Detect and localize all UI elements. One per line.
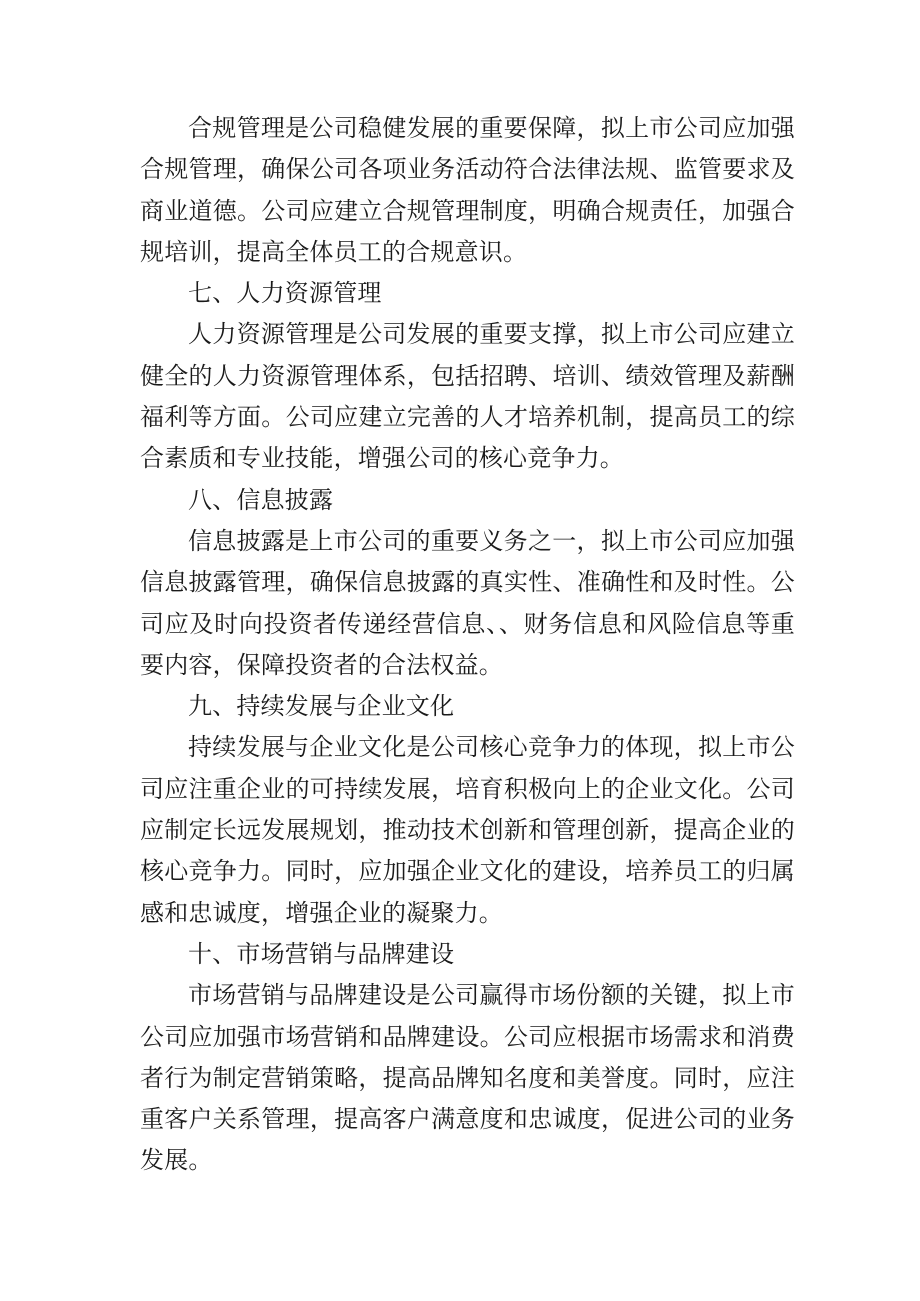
section-heading-disclosure: 八、信息披露 (188, 485, 334, 514)
section-body-hr: 人力资源管理是公司发展的重要支撑，拟上市公司应建立健全的人力资源管理体系，包括招聘、培训、绩效管理及薪酬福利等方面。公司应建立完善的人才培养机制，提高员工的综合素质和专业技能，增强公司的核心竞争力。 (140, 320, 795, 473)
section-body-sustainability: 持续发展与企业文化是公司核心竞争力的体现，拟上市公司应注重企业的可持续发展，培育积极向上的企业文化。公司应制定长远发展规划，推动技术创新和管理创新，提高企业的核心竞争力。同时，应加强企业文化的建设，培养员工的归属感和忠诚度，增强企业的凝聚力。 (140, 733, 795, 927)
document-body (140, 108, 795, 1182)
section-heading-hr: 七、人力资源管理 (188, 279, 382, 308)
paragraph-compliance: 合规管理是公司稳健发展的重要保障，拟上市公司应加强合规管理，确保公司各项业务活动符合法律法规、监管要求及商业道德。公司应建立合规管理制度，明确合规责任，加强合规培训，提高全体员工的合规意识。 (140, 114, 795, 266)
section-body-disclosure: 信息披露是上市公司的重要义务之一，拟上市公司应加强信息披露管理，确保信息披露的真实性、准确性和及时性。公司应及时向投资者传递经营信息、、财务信息和风险信息等重要内容，保障投资者的合法权益。 (140, 526, 795, 679)
section-body-marketing: 市场营销与品牌建设是公司赢得市场份额的关键，拟上市公司应加强市场营销和品牌建设。公司应根据市场需求和消费者行为制定营销策略，提高品牌知名度和美誉度。同时，应注重客户关系管理，提高客户满意度和忠诚度，促进公司的业务发展。 (140, 981, 795, 1175)
section-heading-sustainability: 九、持续发展与企业文化 (188, 692, 455, 721)
section-heading-marketing: 十、市场营销与品牌建设 (188, 939, 455, 968)
